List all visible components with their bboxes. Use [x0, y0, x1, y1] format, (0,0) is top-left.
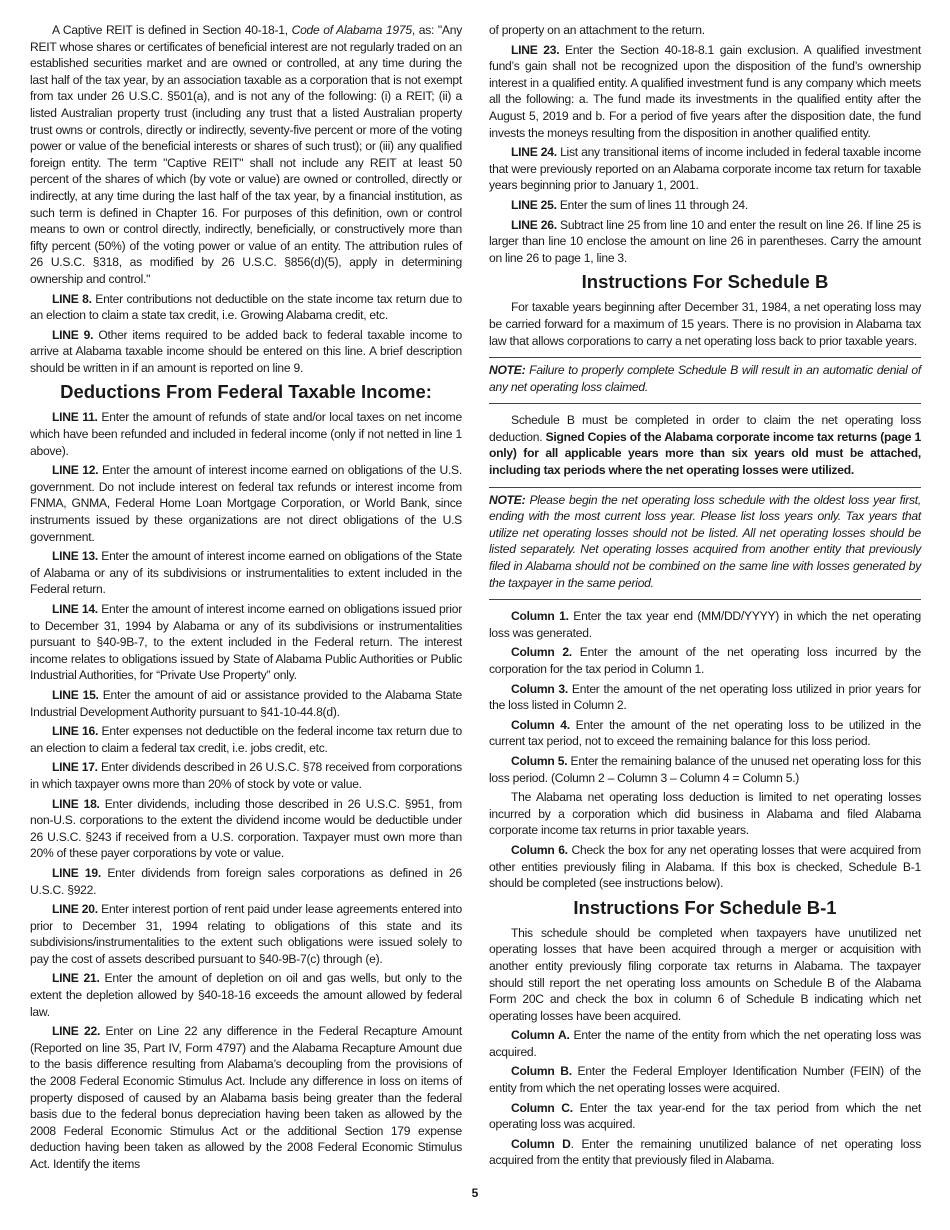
note-box-2: [489, 487, 921, 601]
line-8-instruction: LINE 8. Enter contributions not deductible on the state income tax return due to an election to claim a state tax credit, i.e. Growing Alabama credit, etc.: [30, 291, 463, 323]
line-20-instruction: LINE 20. Enter interest portion of rent paid under lease agreements entered into prior to December 31, 1994 relating to obligations of this state and its subdivisions/instrumentalities to the extent such obligations were issued solely to pay the cost of assets described pursuant to §40-9B-7(c) through (e).: [30, 902, 462, 966]
column-2-instruction: Column 2. Enter the amount of the net operating loss incurred by the corporation for the tax period in Column 1.: [489, 645, 921, 676]
column-1-instruction: Column 1. Enter the tax year end (MM/DD/YYYY) in which the net operating loss was generated.: [489, 609, 921, 640]
line-13-instruction: LINE 13. Enter the amount of interest income earned on obligations of the State of Alabama or any of its subdivisions or instrumentalities to extent included in the Federal return.: [30, 549, 462, 597]
page-number: 5: [471, 1186, 479, 1200]
column-a-instruction: Column A. Enter the name of the entity from which the net operating loss was acquired.: [489, 1028, 921, 1059]
left-column: [30, 22, 462, 1176]
schedule-b1-intro: This schedule should be completed when taxpayers have unutilized net operating losses that have been acquired through a merger or acquisition with another entity previously filing corporate tax returns in Alabama. The taxpayer should still report the net operating loss amounts on Schedule B of the Alabama Form 20C and check the box in column 6 of Schedule B indicating which net operating losses have been acquired.: [489, 925, 921, 1023]
deductions-heading: Deductions From Federal Taxable Income:: [60, 381, 432, 403]
line-25-instruction: LINE 25. Enter the sum of lines 11 through 24.: [511, 197, 749, 212]
nol-limit-text: The Alabama net operating loss deduction is limited to net operating losses incurred by a corporation which did business in Alabama and filed Alabama corporate income tax returns in prior taxable years.: [489, 790, 921, 838]
line-11-instruction: LINE 11. Enter the amount of refunds of state and/or local taxes on net income which have been refunded and included in federal income (only if not netted in line 1 above).: [30, 410, 462, 458]
column-4-instruction: Column 4. Enter the amount of the net operating loss to be utilized in the current tax period, not to exceed the remaining balance for this loss period.: [489, 717, 921, 749]
line-9-instruction: LINE 9. Other items required to be added back to federal taxable income to arrive at Alabama taxable income should be entered on this line. A brief description should be written in if an amount is reported on line 9.: [30, 327, 462, 375]
column-b-instruction: Column B. Enter the Federal Employer Identification Number (FEIN) of the entity from which the net operating losses were acquired.: [489, 1064, 921, 1096]
note-box-1: [489, 357, 921, 404]
note-2: NOTE: Please begin the net operating loss schedule with the oldest loss year first, ending with the most current loss year. Please list loss years only. Tax years that utilize net operating losses should not be listed. All net operating losses should be listed separately. Net operating losses acquired from another entity that previously filed in Alabama should not be combined on the same line with losses generated by the taxpayer in the same period.: [489, 492, 921, 590]
schedule-b-heading: Instructions For Schedule B: [581, 271, 829, 293]
schedule-b1-heading: Instructions For Schedule B-1: [573, 896, 837, 918]
note-1: NOTE: Failure to properly complete Schedule B will result in an automatic denial of any net operating loss claimed.: [489, 363, 921, 394]
column-c-instruction: Column C. Enter the tax year-end for the tax period from which the net operating loss was acquired.: [489, 1100, 921, 1132]
column-3-instruction: Column 3. Enter the amount of the net operating loss utilized in prior years for the loss listed in Column 2.: [489, 681, 921, 713]
line-16-instruction: LINE 16. Enter expenses not deductible on the federal income tax return due to an election to claim a federal tax credit, i.e. jobs credit, etc.: [30, 724, 462, 755]
line-17-instruction: LINE 17. Enter dividends described in 26 U.S.C. §78 received from corporations in which taxpayer owns more than 20% of stock by vote or value.: [30, 760, 462, 791]
column-6-instruction: Column 6. Check the box for any net operating losses that were acquired from other entities previously filing in Alabama. If this box is checked, Schedule B-1 should be completed (see instructions below).: [489, 842, 921, 891]
line-14-instruction: LINE 14. Enter the amount of interest income earned on obligations issued prior to December 31, 1994 by Alabama or any of its subdivisions or instrumentalities pursuant to §40-9B-7, to the extent included in the Federal return. The interest income relates to obligations issued by State of Alabama Public Authorities or Public Industrial Authorities, for “Private Use Property” only.: [30, 602, 462, 683]
right-column: [489, 22, 921, 1172]
line-24-instruction: LINE 24. List any transitional items of income included in federal taxable income that were previously reported on an Alabama corporate income tax return for taxable years beginning prior to January 1, 2001.: [489, 145, 921, 193]
line-26-instruction: LINE 26. Subtract line 25 from line 10 and enter the result on line 26. If line 25 is larger than line 10 enclose the amount on line 26 in parentheses. Carry the amount on line 26 to page 1, line 3.: [489, 217, 921, 265]
line-12-instruction: LINE 12. Enter the amount of interest income earned on obligations of the U.S. government. Do not include interest on federal tax refunds or interest income from FNMA, GNMA, Federal Home Loan Mortgage Corporation, or World Bank, since instruments issued by these organizations are not direct obligations of the U.S government.: [30, 463, 462, 544]
line-15-instruction: LINE 15. Enter the amount of aid or assistance provided to the Alabama State Industrial Development Authority pursuant to §41-10-44.8(d).: [30, 687, 462, 719]
schedule-b-required: Schedule B must be completed in order to claim the net operating loss deduction. Signed Copies of the Alabama corporate income tax returns (page 1 only) for all applicable years more than six years old must be attached, including tax periods where the net operating losses were utilized.: [489, 413, 922, 478]
line-22-continuation: of property on an attachment to the return.: [489, 23, 705, 37]
captive-reit-definition: A Captive REIT is defined in Section 40-18-1, Code of Alabama 1975, as: "Any REIT whose shares or certificates of beneficial interest are not regularly traded on an established securities market and are owned or controlled, at any time during the last half of the tax year, by an association taxable as a corporation that is not exempt from tax under 26 U.S.C. §501(a), and is not any of the following: (i) a REIT; (ii) a listed Australian property trust (including any trust that a listed Australian property trust owns or controls, directly or indirectly, seventy-five percent or more of the voting power or value of the beneficial interests or shares of such trust); or (iii) any qualified foreign entity. The term "Captive REIT" shall not include any REIT at least 50 percent of the shares of which (by vote or value) are owned or controlled, directly or indirectly, at any time during the last half of the tax year, by a financial institution, as such term is defined in Chapter 16. For purposes of this definition, own or control means to own or control directly, indirectly, beneficially, or constructively more than fifty percent (50%) of the voting power or value of an entity. The attribution rules of 26 U.S.C. §318, as modified by 26 U.S.C. §856(d)(5), apply in determining ownership and control.": [30, 23, 463, 286]
line-18-instruction: LINE 18. Enter dividends, including those described in 26 U.S.C. §951, from non-U.S. corporations to the extent the dividend income would be deductible under 26 U.S.C. §243 if received from a U.S. corporation. Taxpayer must own more than 20% of these payer corporations by vote or value.: [30, 796, 462, 861]
line-23-instruction: LINE 23. Enter the Section 40-18-8.1 gain exclusion. A qualified investment fund’s gain shall not be recognized upon the disposition of the fund’s ownership interest in a qualified entity. A qualified investment fund is any company which meets all the following: a. The fund made its investments in the qualified entity after the August 5, 2019 and b. For a period of five years after the disposition date, the fund invests the moneys resulting from the disposition in another qualified entity.: [489, 42, 921, 140]
column-d-instruction: Column D. Enter the remaining unutilized balance of net operating loss acquired from the entity that previously filed in Alabama.: [489, 1136, 921, 1168]
column-5-instruction: Column 5. Enter the remaining balance of the unused net operating loss for this loss period. (Column 2 – Column 3 – Column 4 = Column 5.): [489, 753, 921, 785]
schedule-b-intro: For taxable years beginning after December 31, 1984, a net operating loss may be carried forward for a maximum of 15 years. There is no provision in Alabama tax law that allows corporations to carry a net operating loss back to prior taxable years.: [489, 300, 921, 348]
line-21-instruction: LINE 21. Enter the amount of depletion on oil and gas wells, but only to the extent the depletion allowed by §40-18-16 exceeds the amount allowed by federal law.: [30, 971, 462, 1019]
line-22-instruction: LINE 22. Enter on Line 22 any difference in the Federal Recapture Amount (Reported on line 35, Part IV, Form 4797) and the Alabama Recapture Amount due to the basis difference resulting from Alabama’s decoupling from the provisions of the 2008 Federal Economic Stimulus Act. Include any difference in loss on items of property disposed of caused by an Alabama basis being greater than the federal basis due to the federal bonus depreciation having been taken as allowed by the 2008 Federal Economic Stimulus Act or the additional Section 179 expense deduction having been taken as allowed by the 2008 Federal Economic Stimulus Act. Identify the items: [30, 1024, 462, 1171]
line-19-instruction: LINE 19. Enter dividends from foreign sales corporations as defined in 26 U.S.C. §922.: [30, 865, 462, 897]
